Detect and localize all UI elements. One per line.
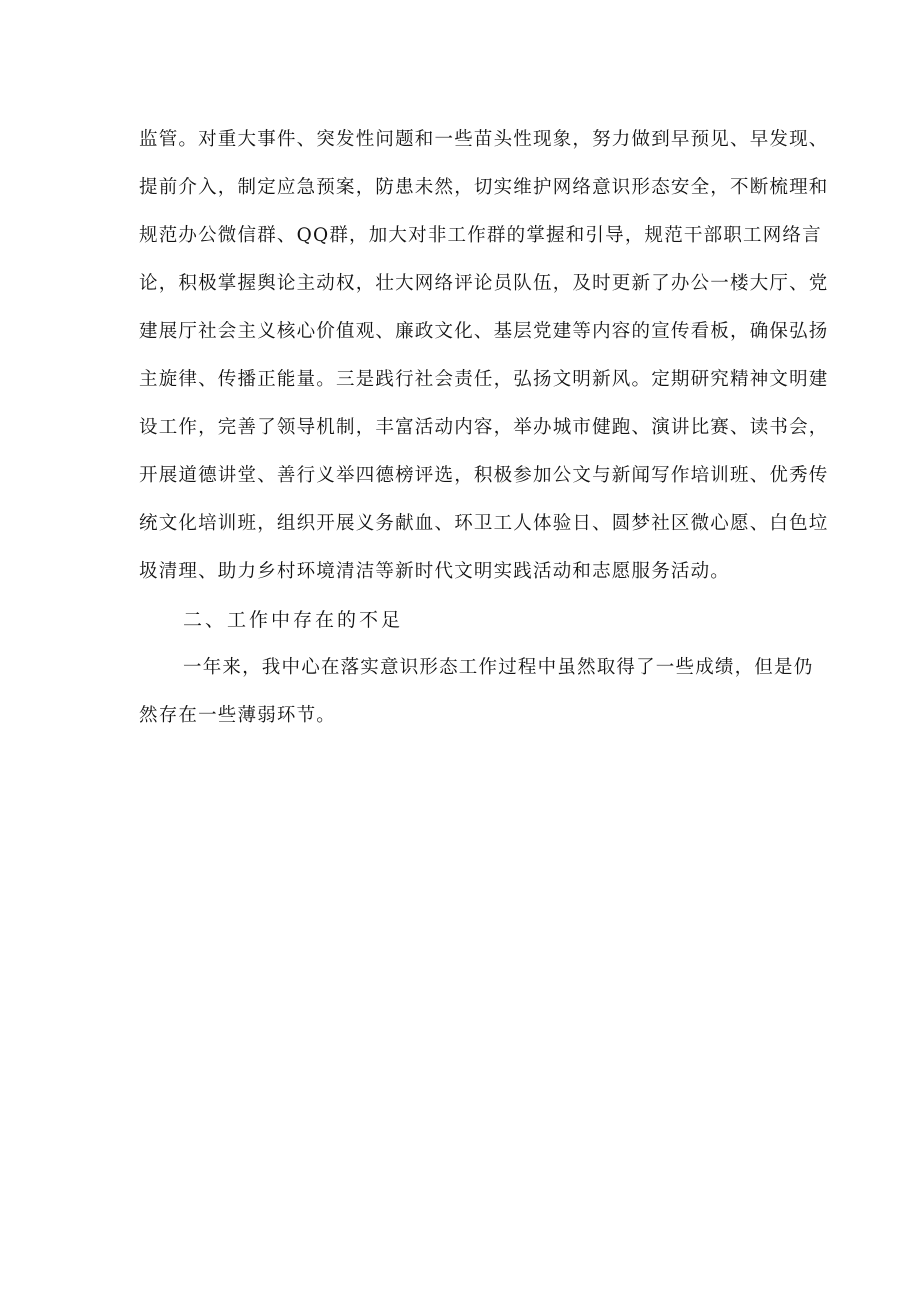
text-line: 论，积极掌握舆论主动权，壮大网络评论员队伍，及时更新了办公一楼大厅、党 [139,273,829,294]
text-line: 设工作，完善了领导机制，丰富活动内容，举办城市健跑、演讲比赛、读书会， [139,417,829,438]
paragraph-shortcomings [139,650,814,746]
text-line: 统文化培训班，组织开展义务献血、环卫工人体验日、圆梦社区微心愿、白色垃 [139,513,829,534]
text-line: 圾清理、助力乡村环境清洁等新时代文明实践活动和志愿服务活动。 [139,561,731,582]
text-line: 规范办公微信群、QQ群，加大对非工作群的掌握和引导，规范干部职工网络言 [139,225,822,246]
text-line: 监管。对重大事件、突发性问题和一些苗头性现象，努力做到早预见、早发现、 [139,129,829,150]
text-line: 建展厅社会主义核心价值观、廉政文化、基层党建等内容的宣传看板，确保弘扬 [139,321,829,342]
text-line: 一年来，我中心在落实意识形态工作过程中虽然取得了一些成绩，但是仍 [183,657,814,678]
section-heading: 二、工作中存在的不足 [183,609,404,631]
text-line: 然存在一些薄弱环节。 [139,705,337,726]
paragraph-ideology-work-continued [139,122,829,602]
text-line: 开展道德讲堂、善行义举四德榜评选，积极参加公文与新闻写作培训班、优秀传 [139,465,829,486]
text-line: 提前介入，制定应急预案，防患未然，切实维护网络意识形态安全，不断梳理和 [139,177,829,198]
text-line: 主旋律、传播正能量。三是践行社会责任，弘扬文明新风。定期研究精神文明建 [139,369,829,390]
document-body [139,122,829,746]
